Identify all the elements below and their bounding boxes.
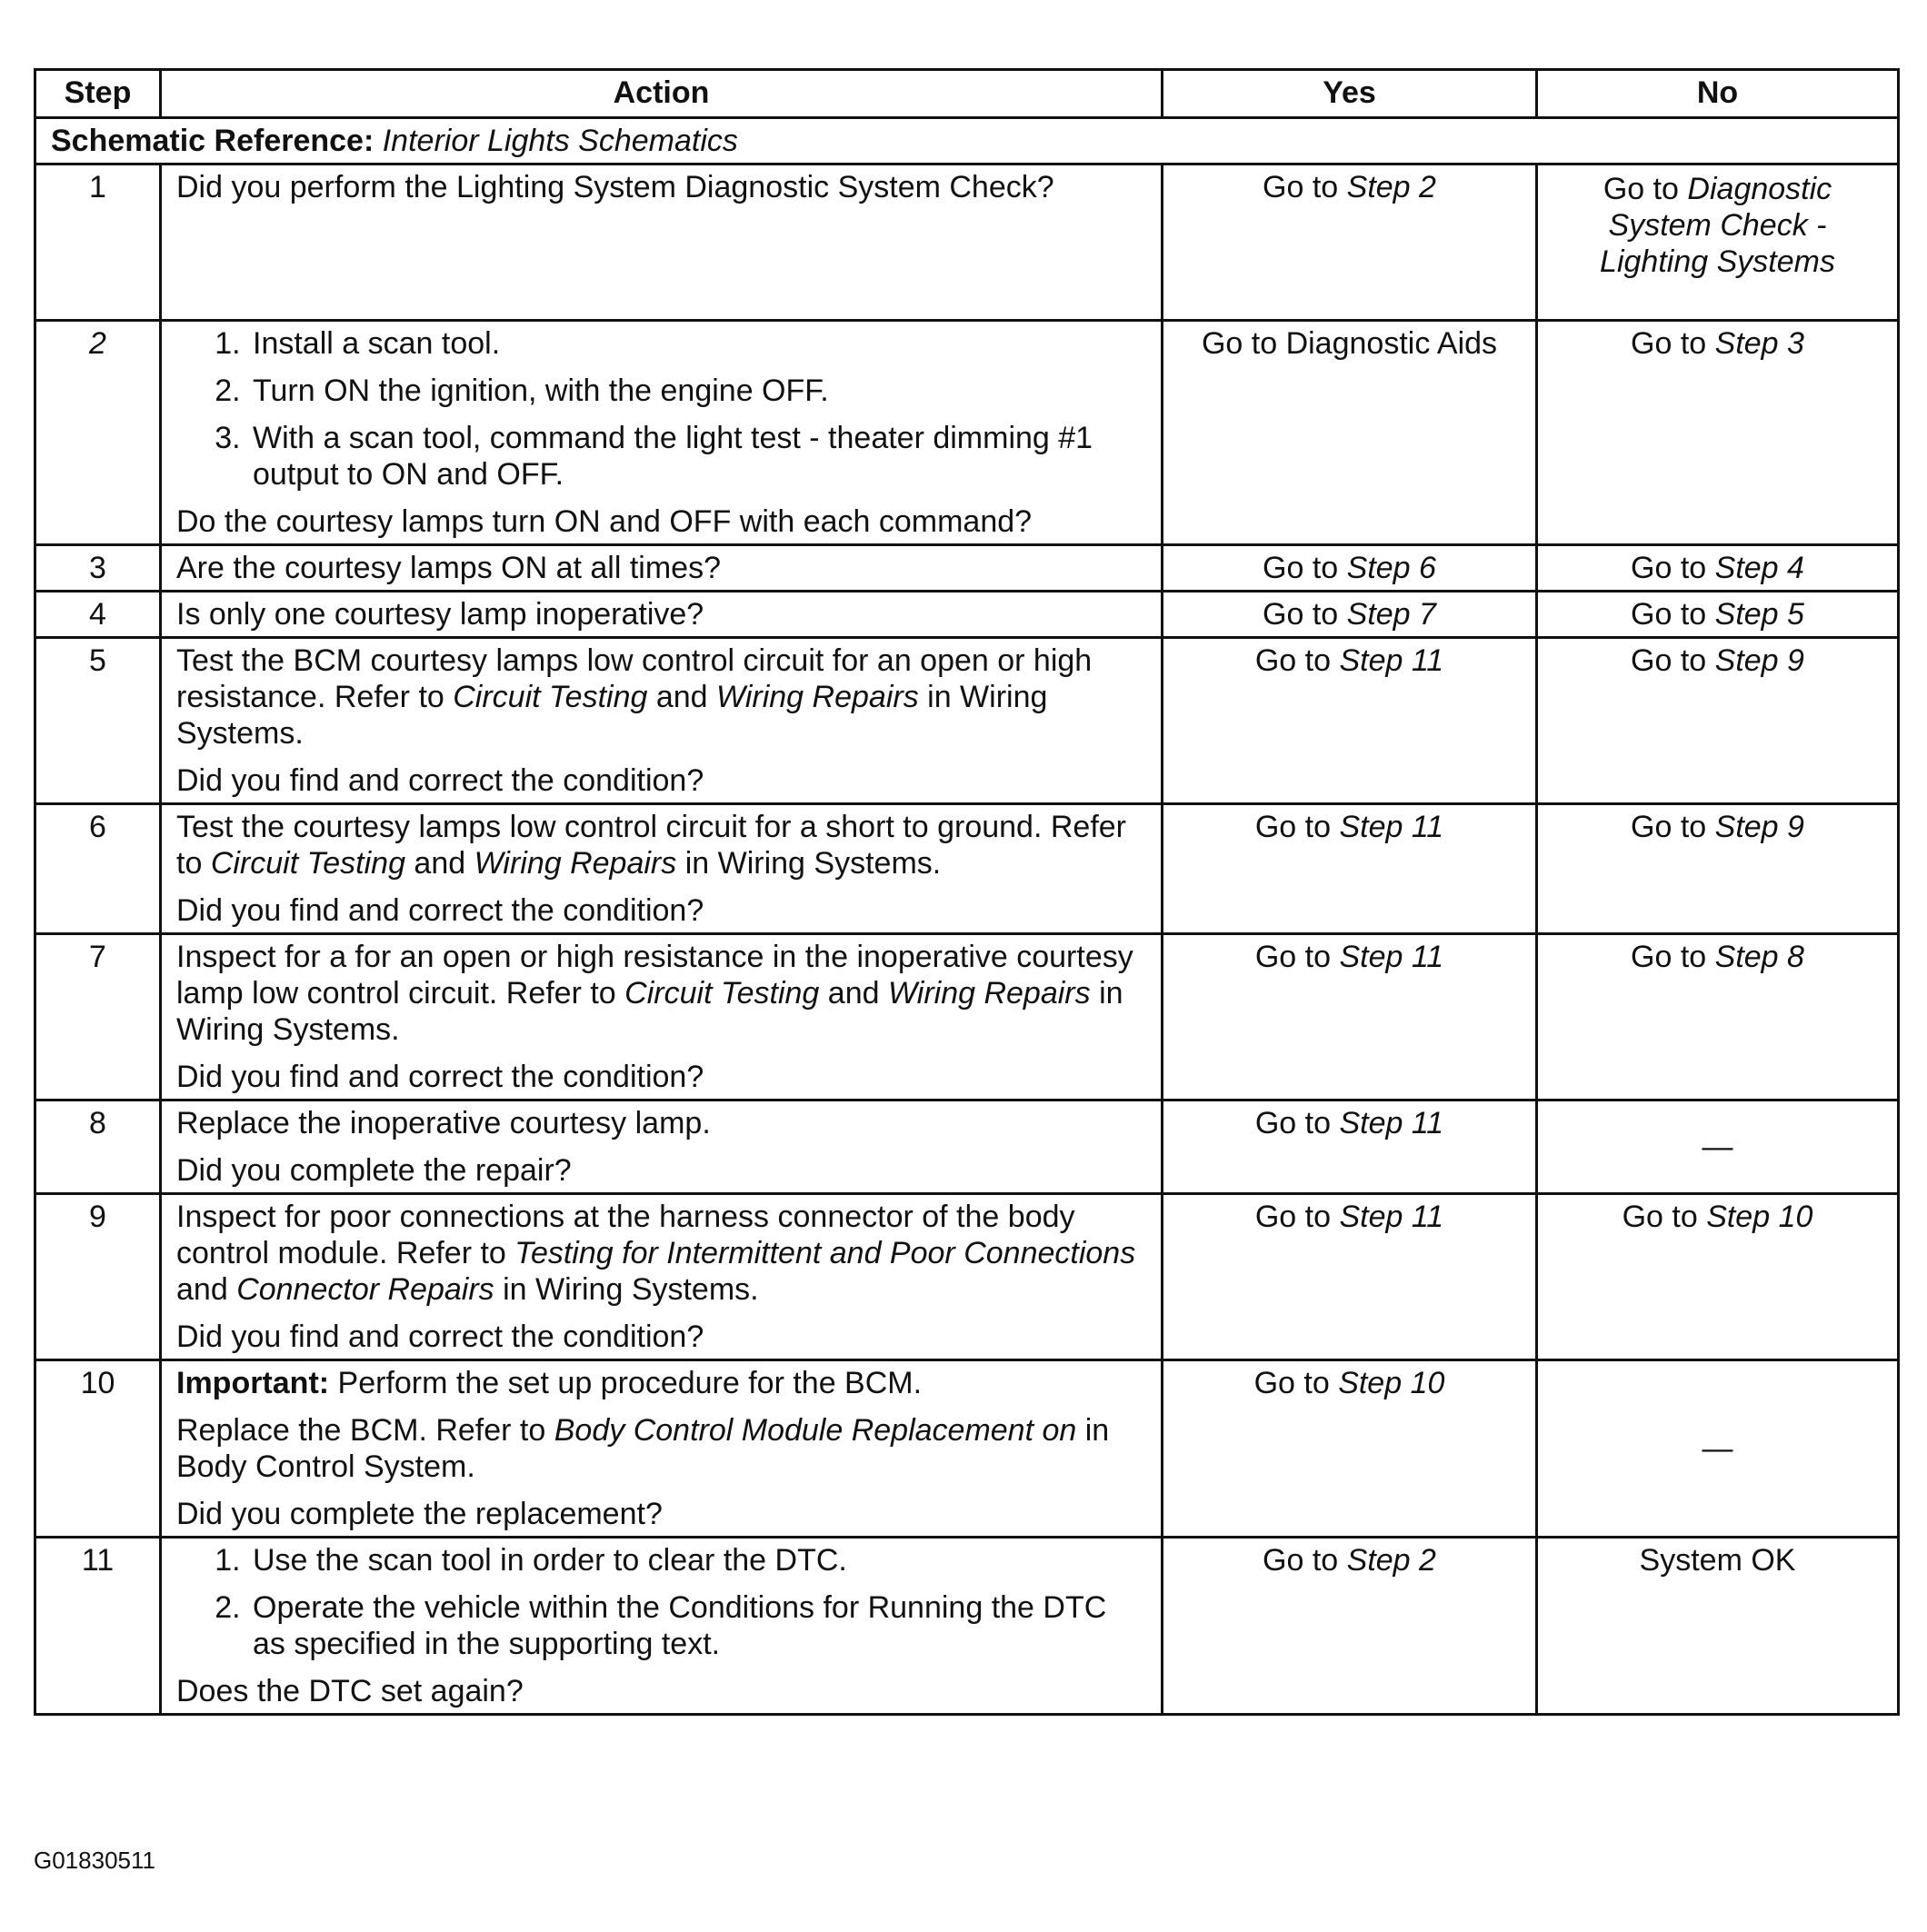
no-cell xyxy=(1537,934,1899,1100)
yes-cell xyxy=(1163,545,1537,592)
instruction-text: in Body Control System. xyxy=(176,1413,1110,1484)
circuit-testing-link[interactable]: Circuit Testing xyxy=(210,846,405,881)
yes-link[interactable]: Go to Diagnostic Aids xyxy=(1201,326,1498,361)
header-yes: Yes xyxy=(1163,70,1537,118)
instruction-text: in Wiring Systems. xyxy=(676,846,942,881)
instruction-text: Replace the BCM. Refer to xyxy=(176,1413,554,1448)
no-step-link[interactable]: Step 3 xyxy=(1714,326,1804,361)
instruction-text: and xyxy=(176,1272,237,1307)
action-question: Did you find and correct the condition? xyxy=(176,893,704,928)
yes-prefix: Go to xyxy=(1253,1366,1339,1400)
action-question: Are the courtesy lamps ON at all times? xyxy=(176,551,722,585)
no-prefix: Go to xyxy=(1631,940,1715,974)
action-cell xyxy=(161,1360,1163,1538)
table-row xyxy=(35,1360,1899,1538)
action-cell xyxy=(161,321,1163,545)
action-question: Is only one courtesy lamp inoperative? xyxy=(176,597,704,632)
no-step-link[interactable]: Step 9 xyxy=(1714,810,1804,844)
bcm-replacement-link[interactable]: Body Control Module Replacement on xyxy=(554,1413,1077,1448)
yes-prefix: Go to xyxy=(1254,1200,1340,1234)
instruction-text: and xyxy=(819,976,888,1011)
action-question: Did you find and correct the condition? xyxy=(176,763,704,798)
list-item: 2. Turn ON the ignition, with the engine OFF. xyxy=(249,373,1146,409)
yes-step-link[interactable]: Step 2 xyxy=(1346,170,1436,204)
yes-cell xyxy=(1163,592,1537,638)
schematic-link[interactable]: Interior Lights Schematics xyxy=(382,124,738,158)
no-result: System OK xyxy=(1639,1543,1796,1578)
no-cell xyxy=(1537,1100,1899,1194)
step-number: 2 xyxy=(35,321,161,545)
instruction-text: Test the BCM courtesy lamps low control circuit for an open or high resistance. Refer to xyxy=(176,643,1093,714)
list-item: 1. Use the scan tool in order to clear the DTC. xyxy=(249,1542,1146,1578)
header-no: No xyxy=(1537,70,1899,118)
wiring-repairs-link[interactable]: Wiring Repairs xyxy=(887,976,1091,1011)
yes-step-link[interactable]: Step 11 xyxy=(1339,810,1444,844)
list-item: 1. Install a scan tool. xyxy=(249,325,1146,362)
table-row xyxy=(35,1538,1899,1715)
no-cell xyxy=(1537,1538,1899,1715)
yes-step-link[interactable]: Step 11 xyxy=(1339,1200,1444,1234)
no-cell xyxy=(1537,545,1899,592)
action-cell xyxy=(161,804,1163,934)
table-row xyxy=(35,1194,1899,1360)
action-instruction xyxy=(176,809,1146,881)
step-number: 6 xyxy=(35,804,161,934)
step-number: 7 xyxy=(35,934,161,1100)
yes-cell xyxy=(1163,1360,1537,1538)
action-question: Did you find and correct the condition? xyxy=(176,1320,704,1354)
yes-prefix: Go to xyxy=(1263,170,1347,204)
yes-prefix: Go to xyxy=(1254,810,1340,844)
no-step-link[interactable]: Step 10 xyxy=(1706,1200,1813,1234)
yes-cell xyxy=(1163,321,1537,545)
action-cell xyxy=(161,1100,1163,1194)
action-question: Do the courtesy lamps turn ON and OFF with each command? xyxy=(176,504,1033,539)
yes-cell xyxy=(1163,804,1537,934)
yes-prefix: Go to xyxy=(1254,1106,1340,1140)
no-prefix: Go to xyxy=(1631,551,1715,585)
yes-step-link[interactable]: Step 2 xyxy=(1346,1543,1436,1578)
instruction-text: Inspect for a for an open or high resistance in the inoperative courtesy lamp low control circuit. Refer to xyxy=(176,940,1133,1011)
header-step: Step xyxy=(35,70,161,118)
yes-prefix: Go to xyxy=(1263,551,1347,585)
action-question: Did you complete the repair? xyxy=(176,1153,572,1188)
yes-prefix: Go to xyxy=(1254,643,1340,678)
no-step-link[interactable]: Step 4 xyxy=(1714,551,1804,585)
no-prefix: Go to xyxy=(1631,643,1715,678)
action-cell xyxy=(161,638,1163,804)
header-row xyxy=(35,70,1899,118)
action-cell xyxy=(161,164,1163,321)
header-action: Action xyxy=(161,70,1163,118)
table-row xyxy=(35,592,1899,638)
circuit-testing-link[interactable]: Circuit Testing xyxy=(453,680,648,714)
instruction-text: in Wiring Systems. xyxy=(176,680,1048,751)
action-question: Did you find and correct the condition? xyxy=(176,1060,704,1094)
yes-prefix: Go to xyxy=(1254,940,1340,974)
instruction-text: and xyxy=(647,680,717,714)
step-number: 1 xyxy=(35,164,161,321)
table-row xyxy=(35,934,1899,1100)
no-cell xyxy=(1537,164,1899,321)
yes-cell xyxy=(1163,1194,1537,1360)
no-prefix: Go to xyxy=(1631,597,1715,632)
action-cell xyxy=(161,1538,1163,1715)
instruction-text: Inspect for poor connections at the harness connector of the body control module. Refer to xyxy=(176,1200,1075,1270)
schematic-label: Schematic Reference: xyxy=(51,124,374,158)
schematic-reference xyxy=(35,118,1899,164)
table-row xyxy=(35,638,1899,804)
action-instruction xyxy=(176,939,1146,1048)
step-number: 9 xyxy=(35,1194,161,1360)
step-number: 8 xyxy=(35,1100,161,1194)
figure-id: G01830511 xyxy=(34,1847,155,1874)
action-question: Did you perform the Lighting System Diagnostic System Check? xyxy=(176,170,1054,204)
step-number: 4 xyxy=(35,592,161,638)
table-row xyxy=(35,321,1899,545)
no-step-link[interactable]: Step 9 xyxy=(1714,643,1804,678)
yes-step-link[interactable]: Step 11 xyxy=(1339,940,1444,974)
no-prefix: Go to xyxy=(1631,326,1715,361)
table-row xyxy=(35,545,1899,592)
action-cell xyxy=(161,592,1163,638)
no-step-link[interactable]: Step 5 xyxy=(1714,597,1804,632)
step-number: 3 xyxy=(35,545,161,592)
action-list xyxy=(176,1542,1146,1662)
connector-repairs-link[interactable]: Connector Repairs xyxy=(236,1272,494,1307)
no-prefix: Go to xyxy=(1631,810,1715,844)
no-dash: — xyxy=(1702,1431,1733,1466)
yes-cell xyxy=(1163,1538,1537,1715)
action-cell xyxy=(161,1194,1163,1360)
yes-cell xyxy=(1163,164,1537,321)
step-number: 11 xyxy=(35,1538,161,1715)
yes-prefix: Go to xyxy=(1263,1543,1347,1578)
yes-cell xyxy=(1163,934,1537,1100)
action-question: Does the DTC set again? xyxy=(176,1674,524,1708)
instruction-text: in Wiring Systems. xyxy=(176,976,1123,1047)
diagnostic-table xyxy=(34,68,1900,1716)
wiring-repairs-link[interactable]: Wiring Repairs xyxy=(716,680,919,714)
no-cell xyxy=(1537,321,1899,545)
yes-step-link[interactable]: Step 11 xyxy=(1339,1106,1444,1140)
yes-step-link[interactable]: Step 7 xyxy=(1346,597,1436,632)
yes-prefix: Go to xyxy=(1263,597,1347,632)
table-row xyxy=(35,1100,1899,1194)
important-note xyxy=(176,1365,1146,1401)
no-dash: — xyxy=(1702,1130,1733,1164)
instruction-text: and xyxy=(404,846,474,881)
yes-step-link[interactable]: Step 6 xyxy=(1346,551,1436,585)
no-step-link[interactable]: Step 8 xyxy=(1714,940,1804,974)
no-prefix: Go to xyxy=(1603,172,1688,206)
no-cell xyxy=(1537,1360,1899,1538)
action-instruction: Replace the inoperative courtesy lamp. xyxy=(176,1106,711,1140)
table-row xyxy=(35,804,1899,934)
action-list xyxy=(176,325,1146,493)
step-number: 5 xyxy=(35,638,161,804)
no-prefix: Go to xyxy=(1622,1200,1707,1234)
list-item: 2. Operate the vehicle within the Conditions for Running the DTC as specified in the supporting text. xyxy=(249,1589,1146,1662)
action-instruction xyxy=(176,1412,1146,1485)
no-cell xyxy=(1537,592,1899,638)
yes-cell xyxy=(1163,1100,1537,1194)
action-cell xyxy=(161,545,1163,592)
schematic-reference-row xyxy=(35,118,1899,164)
step-number: 10 xyxy=(35,1360,161,1538)
no-step-link[interactable]: Diagnostic System Check - Lighting Systems xyxy=(1600,172,1835,279)
important-label: Important: xyxy=(176,1366,330,1400)
intermittent-testing-link[interactable]: Testing for Intermittent and Poor Connections xyxy=(514,1236,1136,1270)
no-cell xyxy=(1537,804,1899,934)
list-item: 3. With a scan tool, command the light test - theater dimming #1 output to ON and OFF. xyxy=(249,420,1146,493)
action-question: Did you complete the replacement? xyxy=(176,1497,663,1531)
no-cell xyxy=(1537,638,1899,804)
yes-cell xyxy=(1163,638,1537,804)
action-cell xyxy=(161,934,1163,1100)
circuit-testing-link[interactable]: Circuit Testing xyxy=(624,976,820,1011)
yes-step-link[interactable]: Step 11 xyxy=(1339,643,1444,678)
no-cell xyxy=(1537,1194,1899,1360)
action-instruction xyxy=(176,642,1146,752)
wiring-repairs-link[interactable]: Wiring Repairs xyxy=(474,846,677,881)
yes-step-link[interactable]: Step 10 xyxy=(1338,1366,1445,1400)
action-instruction xyxy=(176,1199,1146,1308)
instruction-text: in Wiring Systems. xyxy=(494,1272,759,1307)
important-text: Perform the set up procedure for the BCM. xyxy=(329,1366,923,1400)
instruction-text: Test the courtesy lamps low control circuit for a short to ground. Refer to xyxy=(176,810,1127,881)
table-row xyxy=(35,164,1899,321)
